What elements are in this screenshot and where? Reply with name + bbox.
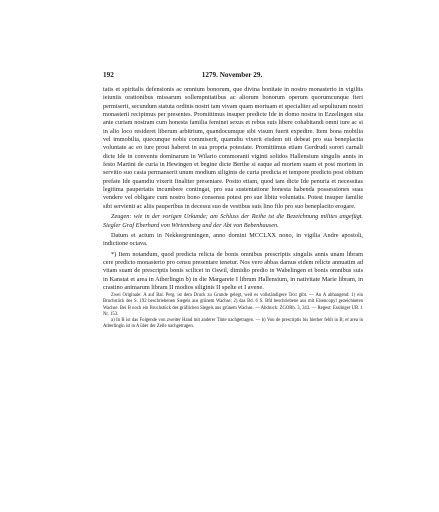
footnote-variants: a) In B ist das Folgende von zweiter Hand mit anderer Tinte nachgetragen. — b) Von de prescriptis bis hierher fehlt in B; et area in Atberlingin ist in A über der Zeile nachgetragen.	[103, 318, 363, 330]
datum-paragraph: Datum et actum in Nekkergruningen, anno domini MCCLXX nono, in vigilia Andre apostoli, indictione octava.	[103, 231, 363, 248]
document-body	[103, 86, 363, 330]
page-header	[103, 71, 361, 83]
main-paragraph: tatis et spiritalis defensionis ac omnium bonorum, que divina bonitate in nostro monasterio in vigiliis ieiuniis orationibus missarum sollempnitatibus ac aliorum bonorum operum quorumcunque fieri permiserit, secundum statuta ordinis nostri tam vivam quam mortuam et specialiter ad sepulturam nostri monasterii recipimus per presentes. Promittimus insuper predicte Ide in domo nostra in Ezzelingen sita ante curiam nostram cum honesta familia feminei sexus et rebus suis libere cohabitandi omni iure ac si in alio loco resideret liberum arbitrium, quandocumque sibi visum fuerit expedire. Item bona mobilia vel immobilia, quecunque nobis commiserit, quamdiu vixerit eisdem uti debeat pro sua beneplacita voluntate ac eo iure prout haberet in sua propria potestate. Promittimus etiam Gerdrudi sorori carnali dicte Ide in conventu dominarum in Wilario commoranti viginti solidos Hallensium singulis annis in festo Martini de curia in Hewingen et begine dicte Berthe si eaque ad mortem suam et post mortem in servitio suo casta permanserit unum modium siliginis de curia predicta et tempore predicto post obitum prefate Ide quamdiu vixerit finaliter presentare. Posito etiam, quod iam dicte Ide penuria et necessitas legitima paupertatis incumbere contingat, pro sua sustentatione honesta habenda possessiones suas vendere vel obligare cum nostro bono consensu potest pro sue libitu voluntatis. Potest insuper familie sibi servienti ac aliis pauperibus in decessu suo de vestibus suis lino filo pro suo beneplacito erogare.	[103, 86, 364, 210]
footnotes	[103, 293, 363, 330]
footnote-sources: Zwei Originale: A auf Bal. Perg. ist dem Druck zu Grunde gelegt, weil es vollständigere Text gibt. — An A abhangend: 1) ein Bruchstück des S. 192 beschriebenen Siegels aus grünem Wachse; 2) das Bd. 6 S. Bfd beschriebene aus mit Eisencopyl gezeichneten Wachse. Bei B noch ein Bruchstück des gräflichen Siegels aus grünem Wachse. — Abdruck: ZGORh. 3, 343. — Regest: Esslinger UB. 1 Nr. 153.	[103, 293, 363, 317]
page-title: 1279. November 29.	[201, 71, 263, 79]
page-number: 192	[103, 71, 114, 79]
postscript-paragraph: *) Item notandum, quod predicta relicta de bonis omnibus prescriptis singulis annis unam libram cere predicto monasterio pro censu presentare tenetur. Nos vero abbas damus eidem relicte annuatim ad vitam suam de prescriptis bonis scilicet in Oswil, dimidio predio in Wabelingen et bonis omnibus suis in Kanstat et area in Atberlingin b) in die Margarete I librum Hallensium, in nativitate Marie libram, in crastino animarum libram II modios siliginis II spelte et I avene.	[103, 250, 363, 291]
witnesses-note: Zeugen: wie in der vorigen Urkunde; am Schluss der Reihe ist die Bezeichnung milites angefügt. Siegler Graf Eberhard von Wirtemberg und der Abt von Bebenhausen.	[103, 213, 363, 229]
